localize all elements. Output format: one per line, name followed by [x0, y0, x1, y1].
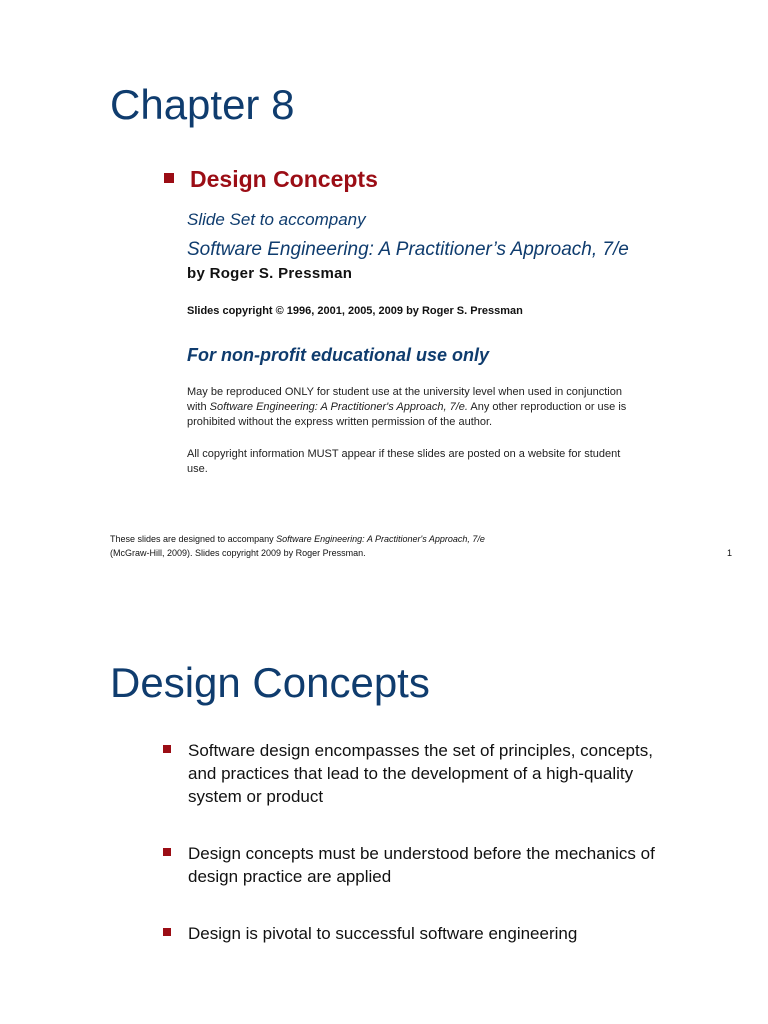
- nonprofit-notice: For non-profit educational use only: [187, 345, 490, 365]
- bullet-square-icon: [163, 848, 171, 856]
- footer-italic-title: Software Engineering: A Practitioner's Approach, 7/e: [276, 534, 485, 544]
- bullet-text: Design is pivotal to successful software engineering: [188, 924, 578, 943]
- copyright-line: Slides copyright © 1996, 2001, 2005, 2009 by Roger S. Pressman: [187, 305, 523, 317]
- paragraph-line: All copyright information MUST appear if these slides are posted on a website for student: [187, 448, 621, 460]
- author-line: by Roger S. Pressman: [187, 265, 353, 282]
- slide-title: Design Concepts: [110, 659, 430, 706]
- footer-line: (McGraw-Hill, 2009). Slides copyright 2009 by Roger Pressman.: [110, 548, 366, 558]
- footer-line: These slides are designed to accompany Software Engineering: A Practitioner's Approach, 7/e: [110, 534, 485, 544]
- bullet-square-icon: [163, 928, 171, 936]
- paragraph-line: May be reproduced ONLY for student use at the university level when used in conjunction: [187, 386, 622, 398]
- italic-book-title: Software Engineering: A Practitioner's Approach, 7/e.: [209, 401, 468, 413]
- paragraph-line: use.: [187, 463, 208, 475]
- slide-subtitle: Design Concepts: [190, 166, 378, 192]
- bullet-square-icon: [164, 173, 174, 183]
- slide-set-text: Slide Set to accompany: [187, 210, 366, 229]
- posting-paragraph: [187, 447, 707, 477]
- book-title: Software Engineering: A Practitioner’s Approach, 7/e: [187, 239, 629, 260]
- bullet-text: Software design encompasses the set of principles, concepts, and practices that lead to the development of a high-quality system or product: [188, 741, 653, 806]
- chapter-title: Chapter 8: [110, 81, 295, 128]
- paragraph-line: prohibited without the express written permission of the author.: [187, 416, 493, 428]
- bullet-square-icon: [163, 745, 171, 753]
- bullet-text: Design concepts must be understood before the mechanics of design practice are applied: [188, 844, 655, 886]
- paragraph-line: with Software Engineering: A Practitioner's Approach, 7/e. Any other reproduction or use is: [187, 401, 627, 413]
- page-number: 1: [727, 548, 733, 558]
- reproduction-paragraph: [187, 385, 707, 430]
